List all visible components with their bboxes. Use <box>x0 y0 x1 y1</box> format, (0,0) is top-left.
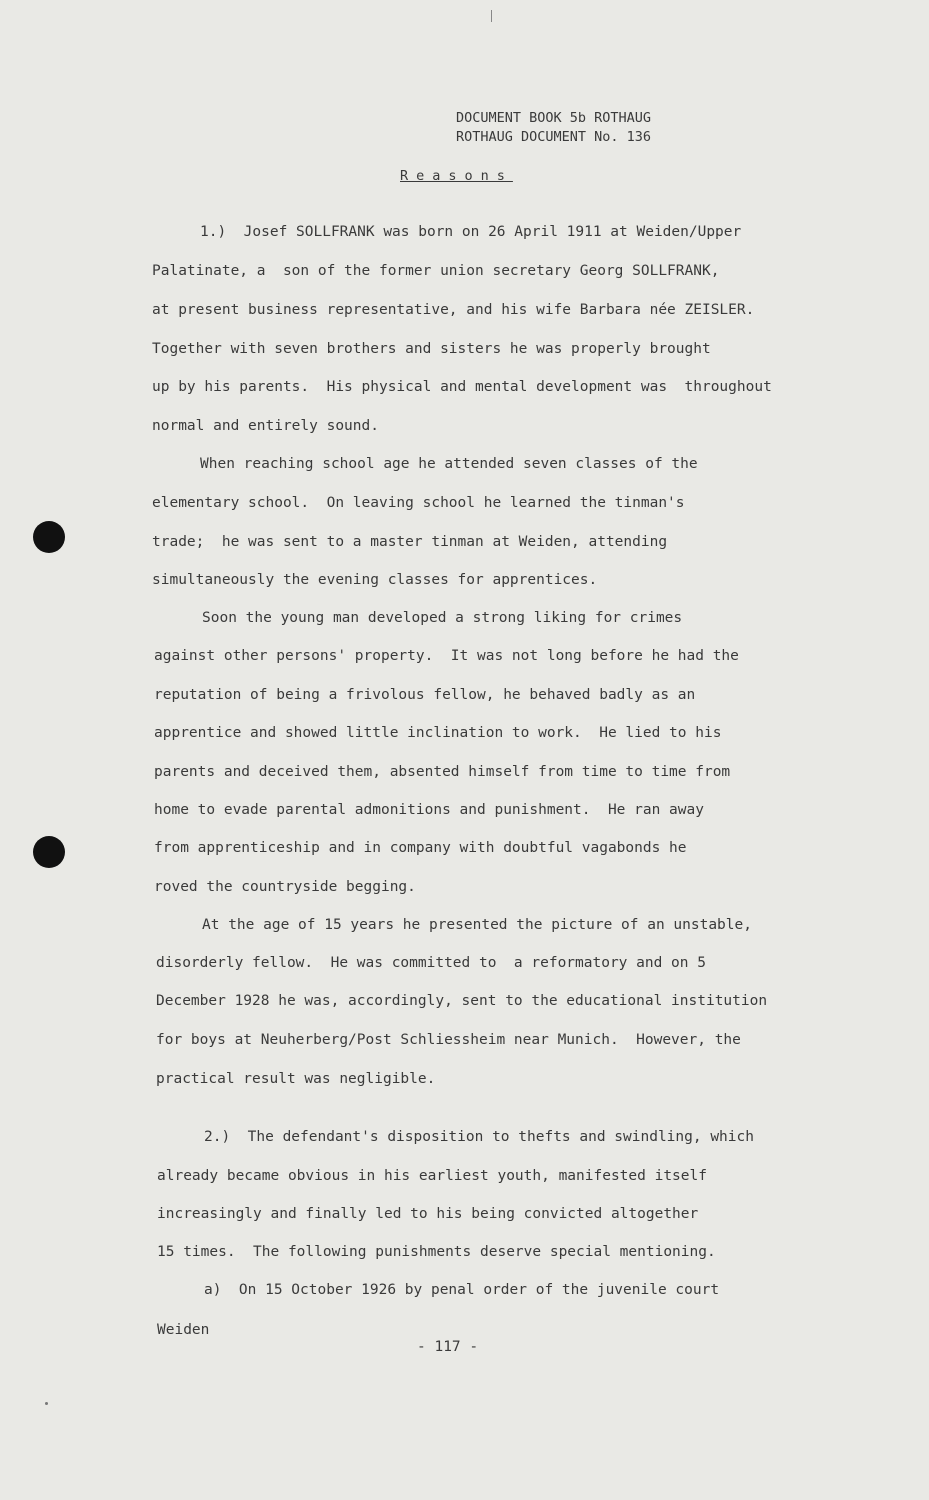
text-line: disorderly fellow. He was committed to a reformatory and on 5 <box>156 955 706 971</box>
text-line: 2.) The defendant's disposition to thefts and swindling, which <box>204 1129 754 1145</box>
text-line: 1.) Josef SOLLFRANK was born on 26 April 1911 at Weiden/Upper <box>200 224 742 240</box>
text-line: Soon the young man developed a strong liking for crimes <box>202 610 683 626</box>
text-line: simultaneously the evening classes for apprentices. <box>152 572 598 588</box>
text-line: 15 times. The following punishments deserve special mentioning. <box>157 1244 716 1260</box>
text-line: apprentice and showed little inclination to work. He lied to his <box>154 725 722 741</box>
text-line: from apprenticeship and in company with doubtful vagabonds he <box>154 840 687 856</box>
text-line: home to evade parental admonitions and punishment. He ran away <box>154 802 704 818</box>
text-line: Together with seven brothers and sisters he was properly brought <box>152 341 711 357</box>
text-line: already became obvious in his earliest youth, manifested itself <box>157 1168 707 1184</box>
text-line: parents and deceived them, absented himself from time to time from <box>154 764 731 780</box>
text-line: At the age of 15 years he presented the picture of an unstable, <box>202 917 752 933</box>
text-line: up by his parents. His physical and mental development was throughout <box>152 379 772 395</box>
text-line: Palatinate, a son of the former union secretary Georg SOLLFRANK, <box>152 263 720 279</box>
text-line: increasingly and finally led to his being convicted altogether <box>157 1206 699 1222</box>
document-header <box>456 109 651 147</box>
text-line: roved the countryside begging. <box>154 879 416 895</box>
text-line: at present business representative, and his wife Barbara née ZEISLER. <box>152 302 755 318</box>
text-line: trade; he was sent to a master tinman at Weiden, attending <box>152 534 668 550</box>
punch-hole-upper <box>33 521 65 553</box>
text-line: December 1928 he was, accordingly, sent to the educational institution <box>156 993 768 1009</box>
text-line: practical result was negligible. <box>156 1071 436 1087</box>
text-line: reputation of being a frivolous fellow, he behaved badly as an <box>154 687 696 703</box>
stray-mark <box>45 1402 48 1405</box>
text-line: elementary school. On leaving school he learned the tinman's <box>152 495 685 511</box>
text-line: normal and entirely sound. <box>152 418 379 434</box>
punch-hole-lower <box>33 836 65 868</box>
text-line: against other persons' property. It was not long before he had the <box>154 648 739 664</box>
text-line: for boys at Neuherberg/Post Schliessheim near Munich. However, the <box>156 1032 741 1048</box>
section-title: Reasons <box>400 168 513 184</box>
header-line-1: DOCUMENT BOOK 5b ROTHAUG <box>456 110 652 126</box>
page-number: - 117 - <box>417 1339 479 1355</box>
top-tick-mark <box>491 10 492 22</box>
text-line: a) On 15 October 1926 by penal order of the juvenile court <box>204 1282 720 1298</box>
text-line: Weiden <box>157 1322 210 1338</box>
text-line: When reaching school age he attended seven classes of the <box>200 456 698 472</box>
header-line-2: ROTHAUG DOCUMENT No. 136 <box>456 129 652 145</box>
